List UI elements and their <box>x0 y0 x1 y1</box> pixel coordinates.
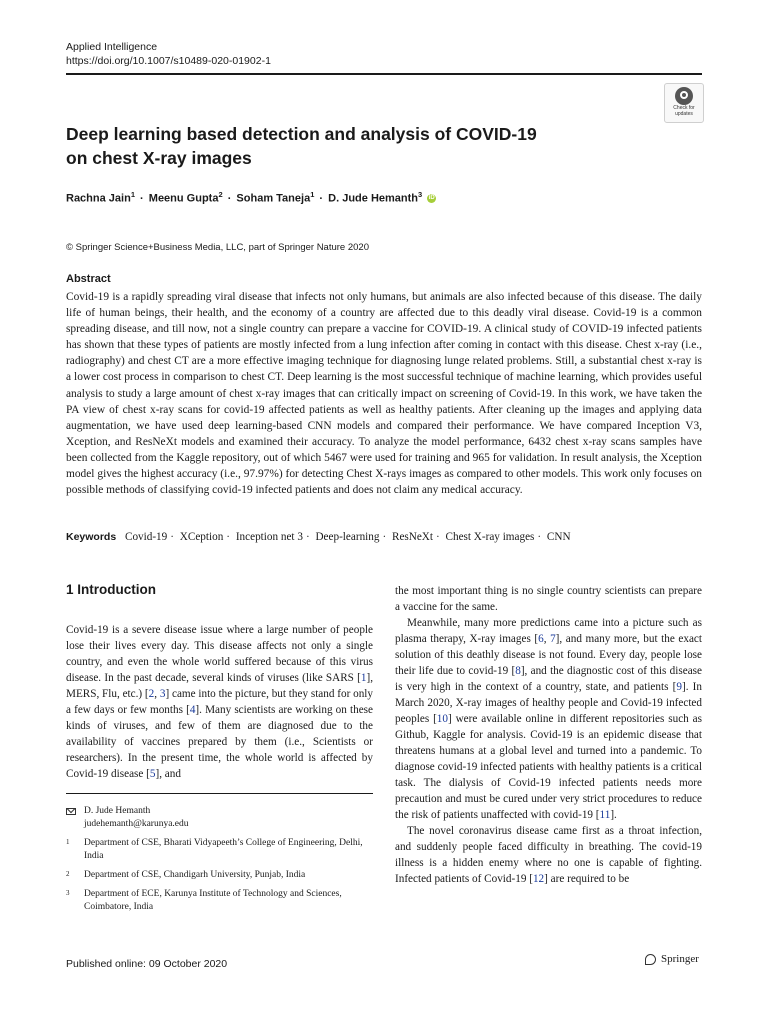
keyword-separator: · <box>226 531 231 543</box>
journal-header <box>66 40 271 68</box>
springer-horse-icon <box>645 954 656 965</box>
keyword: Inception net 3 <box>235 531 303 543</box>
text-run: ]. Many scientists are working on these kinds of viruses, and few of them are diagnosed due to the availability of vaccines prepared by them (i.e., Scientists or researchers). In the present time, the whole world is affected by Covid-19 disease [ <box>66 704 373 780</box>
title-line-2: on chest X-ray images <box>66 148 252 168</box>
keyword-separator: · <box>170 531 174 543</box>
citation-link[interactable]: 4 <box>189 704 196 716</box>
text-run: Meanwhile, many more predictions came into a picture such as plasma therapy, X-ray images [ <box>395 617 702 645</box>
check-updates-icon <box>675 87 693 105</box>
text-run: ], and many more, but the exact solution of this deathly disease is not found. Every day, people lose their life due to covid-19 [ <box>395 633 702 677</box>
text-run: ]. <box>610 809 617 821</box>
right-column <box>395 583 702 887</box>
text-run: , <box>154 688 160 700</box>
corresponding-author <box>66 805 373 831</box>
keywords-line <box>66 531 706 543</box>
citation-link[interactable]: 9 <box>676 681 682 693</box>
intro-paragraph-3 <box>395 823 702 887</box>
citation-link[interactable]: 8 <box>515 665 521 677</box>
author-separator: · <box>140 192 144 205</box>
citation-link[interactable]: 10 <box>436 713 448 725</box>
author-affiliation: 2 <box>218 190 223 199</box>
text-run: ] came into the picture, but they stand for only a few days or few months [ <box>66 688 373 716</box>
orcid-icon[interactable]: iD <box>428 195 435 202</box>
keyword-separator: · <box>382 531 387 543</box>
keyword: Deep-learning <box>315 531 380 543</box>
author-list <box>66 190 436 205</box>
keyword: Chest X-ray images <box>445 531 535 543</box>
keyword-separator: · <box>436 531 440 543</box>
text-run: , <box>543 633 551 645</box>
author-separator: · <box>319 192 324 205</box>
text-run: ] are required to be <box>544 873 630 885</box>
copyright-line: © Springer Science+Business Media, LLC, part of Springer Nature 2020 <box>66 242 369 253</box>
footnotes <box>66 805 373 920</box>
affiliation-mark: 1 <box>66 838 70 846</box>
abstract-heading: Abstract <box>66 273 111 285</box>
contact-details <box>84 805 373 831</box>
keyword: XCeption <box>179 531 224 543</box>
citation-link[interactable]: 5 <box>149 768 156 780</box>
mail-icon <box>66 808 76 815</box>
author-affiliation: 1 <box>310 190 315 199</box>
text-run: Covid-19 is a severe disease issue where a large number of people lose their lives every day. This disease affects not only a single country, and even the whole world suffered because of this virus disease. In the past decade, several kinds of viruses (like SARS [ <box>66 624 373 684</box>
citation-link[interactable]: 11 <box>599 809 611 821</box>
contact-name: D. Jude Hemanth <box>84 806 151 816</box>
text-run: The novel coronavirus disease came first as a throat infection, and suddenly people faced difficulty in breathing. The covid-19 illness is a hidden enemy where no one is capable of fighting. Infected patients of Covid-19 [ <box>395 825 702 885</box>
affiliation-mark: 3 <box>66 889 70 897</box>
footnote-rule <box>66 793 373 794</box>
contact-email[interactable]: judehemanth@karunya.edu <box>84 819 189 829</box>
publisher-mark <box>645 953 699 965</box>
citation-link[interactable]: 7 <box>550 633 556 645</box>
author-name[interactable]: Rachna Jain <box>66 192 131 205</box>
citation-link[interactable]: 3 <box>159 688 166 700</box>
intro-paragraph-2 <box>395 615 702 823</box>
affiliation-row <box>66 888 373 914</box>
intro-paragraph-continued: the most important thing is no single country scientists can prepare a vaccine for the same. <box>395 585 702 613</box>
published-date: Published online: 09 October 2020 <box>66 958 228 970</box>
author-name[interactable]: Soham Taneja <box>236 192 311 205</box>
text-run: ], and the diagnostic cost of this disease is very high in the context of a country, state, and patients [ <box>395 665 702 693</box>
text-run: ]. In March 2020, X-ray images of healthy people and Covid-19 infected peoples [ <box>395 681 703 725</box>
section-heading-introduction: 1 Introduction <box>66 582 156 597</box>
paper-title <box>66 122 626 170</box>
abstract-text: Covid-19 is a rapidly spreading viral disease that infects not only humans, but animals are also infected because of this disease. The daily life of human beings, their health, and the economy of a country are affected due to this deadly viral disease. Covid-19 is a common spreading disease, and till now, not a single country can prepare a vaccine for COVID-19. A clinical study of COVID-19 infected patients has shown that these types of patients are mostly infected from a lung infection after coming in contact with this disease. Chest x-ray (i.e., radiography) and chest CT are a more effective imaging technique for diagnosing lunge related problems. Still, a substantial chest x-ray is a lower cost process in comparison to chest CT. Deep learning is the most successful technique of machine learning, which provides useful analysis to study a large amount of chest x-ray images that can critically impact on screening of Covid-19. In this work, we have taken the PA view of chest x-ray scans for covid-19 affected patients as well as healthy patients. After cleaning up the images and applying data augmentation, we have used deep learning-based CNN models and compared their performance. We have compared Inception V3, Xception, and ResNeXt models and examined their accuracy. To analyze the model performance, 6432 chest x-ray scans samples have been collected from the Kaggle repository, out of which 5467 were used for training and 965 for validation. In result analysis, the Xception model gives the highest accuracy (i.e., 97.97%) for detecting Chest X-rays images as compared to other models. This work only focuses on possible methods of classifying covid-19 infected patients and does not claim any medical accuracy. <box>66 291 702 497</box>
text-run: ], and <box>155 768 181 780</box>
intro-paragraph-1 <box>66 622 373 782</box>
left-column <box>66 580 373 782</box>
citation-link[interactable]: 12 <box>532 873 545 885</box>
title-line-1: Deep learning based detection and analysis of COVID-19 <box>66 124 537 144</box>
keyword-separator: · <box>305 531 310 543</box>
affiliation-mark: 2 <box>66 870 70 878</box>
publisher-name: Springer <box>661 953 699 965</box>
citation-link[interactable]: 2 <box>148 688 155 700</box>
author-name[interactable]: Meenu Gupta <box>148 192 219 205</box>
author-affiliation: 1 <box>130 190 135 199</box>
journal-name: Applied Intelligence <box>66 41 158 53</box>
doi-link[interactable]: https://doi.org/10.1007/s10489-020-01902-1 <box>66 55 271 67</box>
check-updates-label: Check for updates <box>673 105 695 117</box>
check-updates-badge[interactable] <box>664 83 704 123</box>
author-separator: · <box>227 192 232 205</box>
affiliation-text: Department of CSE, Bharati Vidyapeeth’s College of Engineering, Delhi, India <box>84 838 363 861</box>
fn-mark-contact <box>66 805 84 831</box>
author-affiliation: 3 <box>418 190 423 199</box>
text-run: ] were available online in different repositories such as Github, Kaggle for analysis. Covid-19 is an epidemic disease that threatens humans at a global level and turned into a pandemic. To diagnose covid-19 infected patients with healthy patients is a critical task. The dialysis of Covid-19 infected patients needs more precaution and must be cured under very strict procedures to reduce the risk of patients unaffected with covid-19 [ <box>395 713 702 821</box>
keyword-separator: · <box>537 531 542 543</box>
affiliation-text: Department of ECE, Karunya Institute of Technology and Sciences, Coimbatore, India <box>84 889 342 912</box>
keyword: ResNeXt <box>391 531 433 543</box>
author-name[interactable]: D. Jude Hemanth <box>328 192 419 205</box>
keyword: CNN <box>546 531 571 543</box>
affiliation-row <box>66 837 373 863</box>
citation-link[interactable]: 6 <box>538 633 544 645</box>
affiliation-text: Department of CSE, Chandigarh University, Punjab, India <box>84 870 306 880</box>
text-run: ], MERS, Flu, etc.) [ <box>66 672 373 700</box>
keyword: Covid-19 <box>124 531 168 543</box>
keywords-label: Keywords <box>66 531 117 543</box>
citation-link[interactable]: 1 <box>360 672 367 684</box>
header-rule <box>66 73 702 75</box>
affiliation-row <box>66 869 373 882</box>
